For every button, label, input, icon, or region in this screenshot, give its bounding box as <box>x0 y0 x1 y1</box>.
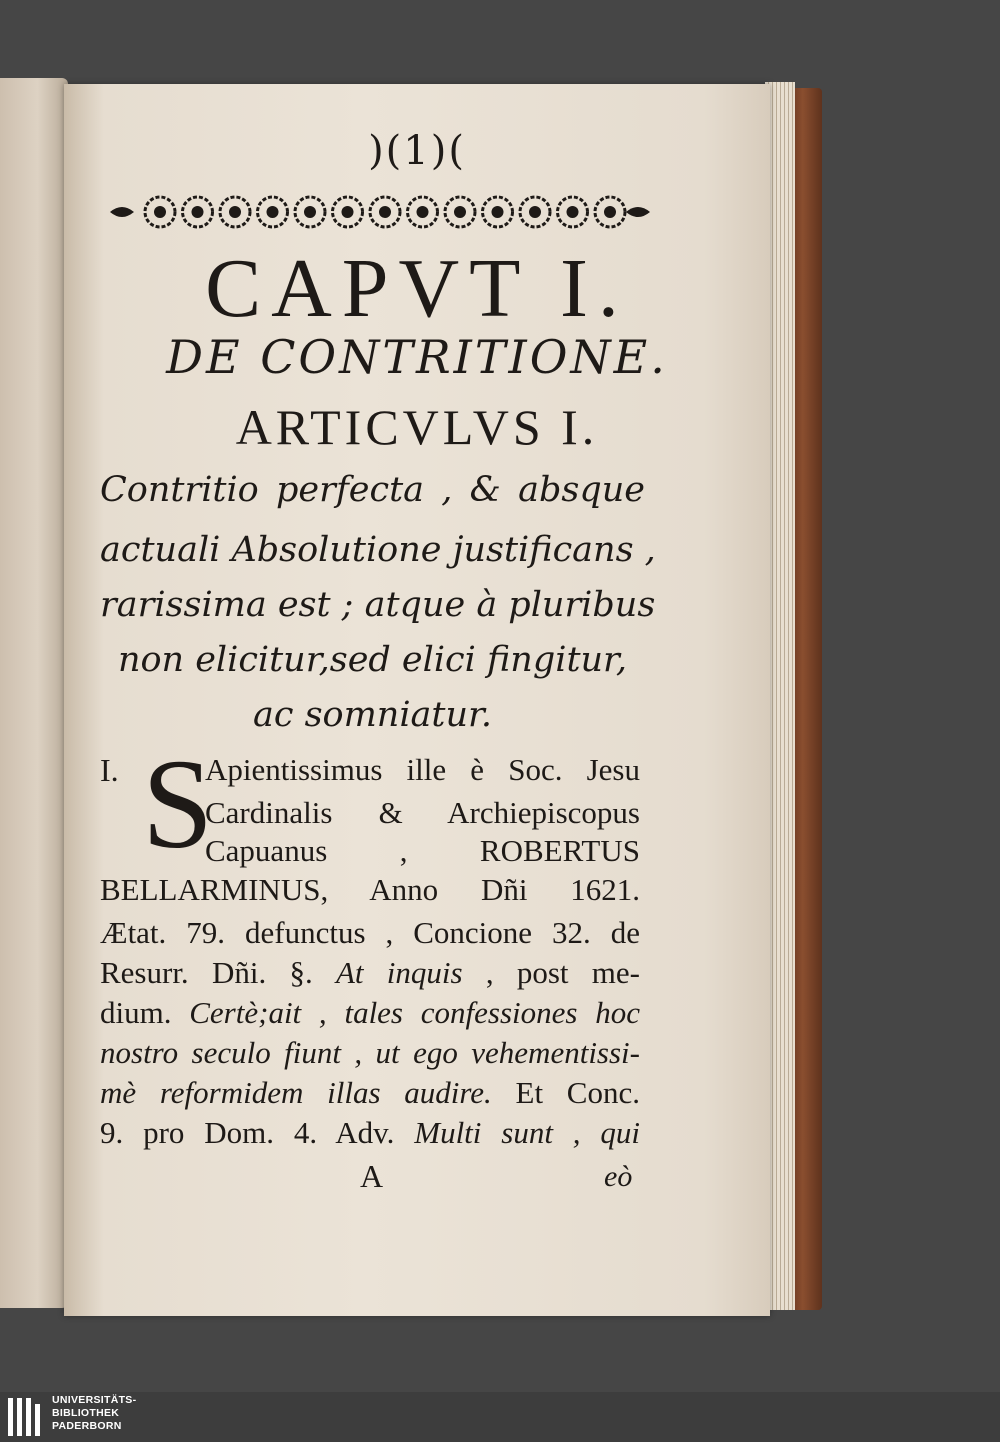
library-logo-text <box>52 1394 136 1433</box>
body-text-run: Resurr. Dñi. §. <box>100 955 336 990</box>
ornament-band <box>110 192 650 232</box>
summary-line: Contritio perfecta , & absque <box>100 470 645 510</box>
body-text-run: Apientissimus ille è Soc. Jesu <box>205 752 640 787</box>
chapter-subtitle: DE CONTRITIONE. <box>166 330 668 384</box>
body-text-run: , post me- <box>462 955 641 990</box>
body-line <box>100 872 640 908</box>
summary-line: ac somniatur. <box>252 695 493 735</box>
body-line <box>100 1075 640 1111</box>
summary-line: rarissima est ; atque à pluribus <box>100 585 656 625</box>
body-text-run: dium. <box>100 995 190 1030</box>
catchword: eò <box>604 1160 633 1193</box>
footer-bar <box>0 1392 1000 1442</box>
body-text-run: nostro seculo fiunt , ut ego vehementissi- <box>100 1035 640 1070</box>
body-text-run: mè reformidem illas audire. <box>100 1075 492 1110</box>
paragraph-number: I. <box>100 752 119 788</box>
article-title: ARTICVLVS I. <box>235 399 599 455</box>
summary-line: non elicitur,sed elici fingitur, <box>117 640 628 680</box>
body-line <box>205 752 640 788</box>
body-text-run: BELLARMINUS, Anno Dñi 1621. <box>100 872 640 907</box>
body-line <box>100 995 640 1031</box>
logo-line: BIBLIOTHEK <box>52 1407 120 1419</box>
drop-cap: S <box>142 733 214 875</box>
body-line <box>100 1035 640 1071</box>
page-number: )(1)( <box>368 128 466 174</box>
body-line <box>205 833 640 869</box>
body-line <box>205 795 640 831</box>
summary-line: actuali Absolutione justificans , <box>100 530 656 570</box>
body-text-run: Ætat. 79. defunctus , Concione 32. de <box>100 915 640 950</box>
logo-line: PADERBORN <box>52 1420 122 1432</box>
chapter-title: CAPVT I. <box>205 242 629 335</box>
body-text-run: Multi sunt , qui <box>414 1115 640 1150</box>
body-text-run: Certè;ait , tales confessiones hoc <box>189 995 640 1030</box>
body-text-run: Cardinalis & Archiepiscopus <box>205 795 640 830</box>
library-logo-icon <box>6 1396 46 1438</box>
body-text-run: At inquis <box>335 955 463 990</box>
body-text-run: Et Conc. <box>491 1075 640 1110</box>
body-line <box>100 915 640 951</box>
body-line <box>100 1115 640 1151</box>
body-line <box>100 955 640 991</box>
left-page-edge <box>0 78 68 1308</box>
signature-mark: A <box>360 1158 384 1194</box>
body-text-run: Capuanus , ROBERTUS <box>205 833 640 868</box>
logo-line: UNIVERSITÄTS- <box>52 1394 137 1406</box>
body-text-run: 9. pro Dom. 4. Adv. <box>100 1115 415 1150</box>
